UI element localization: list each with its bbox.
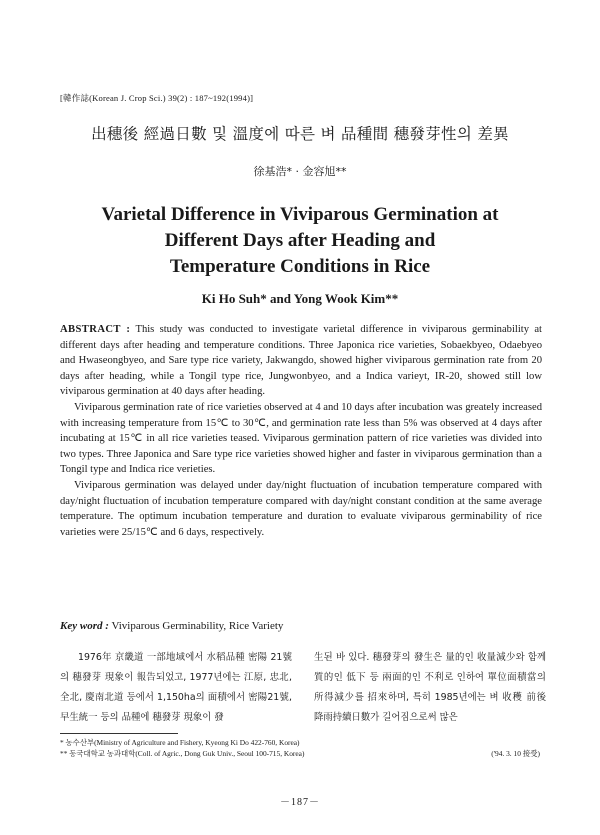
journal-reference: [韓作誌(Korean J. Crop Sci.) 39(2) : 187~192(1994)] <box>60 93 254 103</box>
korean-authors: 徐基浩* · 金容旭** <box>253 165 347 178</box>
english-title-line-1: Varietal Difference in Viviparous Germination at <box>101 204 499 225</box>
abstract-text-1: This study was conducted to investigate varietal difference in viviparous germinability at different days after heading and temperature conditions. Three Japonica rice varieties, Sobaekbyeo, Odaebyeo and Hwaseongbyeo, and Sare type rice variety, Jakwangdo, showed higher viviparous germination rate from 20 days after heading, while a Tongil type rice, Jungwonbyeo, and a Indica varieyt, IR-20, showed still low viviparous germination at 40 days after heading. <box>60 324 542 398</box>
footnote-2: ** 동국대학교 농과대학(Coll. of Agric., Dong Guk Univ., Seoul 100-715, Korea) <box>60 749 305 758</box>
english-title-line-2: Different Days after Heading and <box>164 230 436 251</box>
keyword-text: Viviparous Germinability, Rice Variety <box>111 620 284 632</box>
abstract-paragraph-1 <box>60 322 542 400</box>
received-date: ('94. 3. 10 接受) <box>491 749 540 758</box>
footnote-1: * 농수산부(Ministry of Agriculture and Fishery, Kyeong Ki Do 422-760, Korea) <box>60 738 300 747</box>
korean-title: 出穗後 經過日數 및 溫度에 따른 벼 品種間 穗發芽性의 差異 <box>91 125 509 143</box>
english-title <box>0 202 600 280</box>
english-authors: Ki Ho Suh* and Yong Wook Kim** <box>201 291 399 306</box>
body-column-right <box>314 648 546 728</box>
abstract-label: ABSTRACT : <box>60 324 131 335</box>
body-paragraph-right: 生된 바 있다. 穗發芽의 發生은 量的인 收量減少와 함께 質的인 低下 등 兩面的인 不利로 인하여 單位面積當의 所得減少를 招來하며, 특히 1985년에는 벼 收穫 前後 降雨持續日數가 길어짐으로써 많은 <box>314 652 546 723</box>
abstract-paragraph-3: Viviparous germination was delayed under day/night fluctuation of incubation temperature compared with day/night fluctuation of incubation temperature compared with day/night constant condition at the same average temperature. The optimum incubation temperature and duration to evaluate viviparous germinability of rice varieties were 25/15℃ and 6 days, respectively. <box>60 479 542 538</box>
body-column-left <box>60 648 292 728</box>
abstract-paragraph-2: Viviparous germination rate of rice varieties observed at 4 and 10 days after incubation was greately increased with increasing temperature from 15℃ to 30℃, and germination rate less than 5% was observed at 4 days after incubating at 15℃ in all rice varieties teased. Viviparous germination pattern of rice varieties was divided into two types. Three Japonica and Sare type rice varieties showed higher and faster in viviparous germination than a Tongil type and Indica rice verieties. <box>60 401 542 476</box>
keyword-label: Key word : <box>60 620 109 632</box>
keywords <box>60 620 283 632</box>
page-number: －187－ <box>280 797 320 808</box>
footnote-divider <box>60 733 178 734</box>
footnotes <box>60 737 542 759</box>
abstract <box>60 322 542 540</box>
english-title-line-3: Temperature Conditions in Rice <box>169 256 431 277</box>
body-paragraph-left: 1976年 京畿道 一部地域에서 水稻品種 密陽 21號의 穗發芽 現象이 報告되었고, 1977년에는 江原, 忠北, 全北, 慶南北道 등에서 1,150ha의 面積에서 密陽21號, 早生統一 등의 品種에 穗發芽 現象이 發 <box>60 652 292 723</box>
